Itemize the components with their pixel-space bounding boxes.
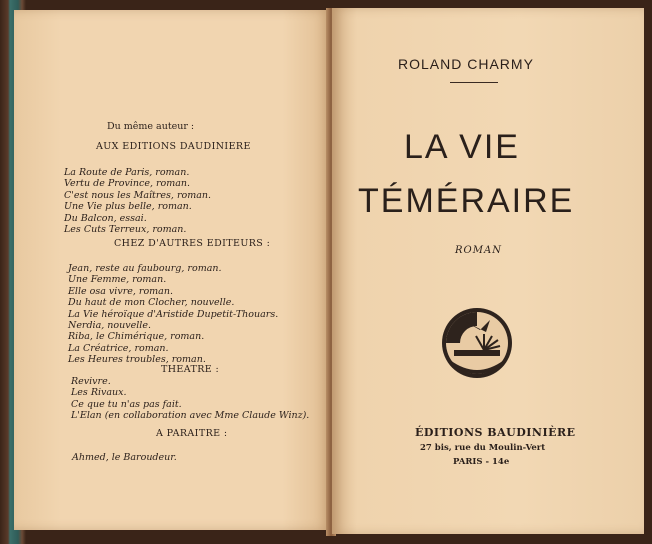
list-item: Riba, le Chimérique, roman. bbox=[68, 331, 205, 343]
list-item: Elle osa vivre, roman. bbox=[68, 285, 173, 297]
book-list-daudiniere bbox=[64, 167, 211, 235]
list-item: Une Femme, roman. bbox=[68, 274, 167, 286]
list-item: La Créatrice, roman. bbox=[68, 342, 169, 354]
publisher-address: 27 bis, rue du Moulin-Vert bbox=[420, 443, 546, 453]
section-heading-autres-editeurs: CHEZ D'AUTRES EDITEURS : bbox=[114, 238, 271, 249]
list-item: Les Heures troubles, roman. bbox=[68, 354, 206, 366]
list-item: Du haut de mon Clocher, nouvelle. bbox=[68, 297, 235, 309]
publisher-city: PARIS - 14e bbox=[453, 457, 510, 467]
list-item: L'Elan (en collaboration avec Mme Claude Winz). bbox=[71, 410, 310, 422]
du-meme-auteur: Du même auteur : bbox=[107, 121, 195, 132]
book-title-line2: TÉMÉRAIRE bbox=[358, 182, 575, 220]
author-name: ROLAND CHARMY bbox=[398, 56, 534, 72]
author-rule bbox=[450, 82, 498, 83]
list-item: La Route de Paris, roman. bbox=[64, 167, 190, 178]
list-item: La Vie héroïque d'Aristide Dupetit-Thouars. bbox=[68, 308, 279, 320]
list-item: Revivre. bbox=[71, 376, 111, 387]
section-heading-theatre: THEATRE : bbox=[161, 364, 220, 375]
list-item: Ahmed, le Baroudeur. bbox=[72, 452, 177, 463]
list-item: C'est nous les Maîtres, roman. bbox=[64, 189, 212, 201]
list-item: Ce que tu n'as pas fait. bbox=[71, 398, 182, 410]
right-page bbox=[332, 8, 644, 534]
genre-label: ROMAN bbox=[455, 245, 502, 256]
book-list-autres bbox=[68, 263, 278, 366]
book-list-theatre bbox=[71, 376, 309, 422]
list-item: Vertu de Province, roman. bbox=[64, 178, 191, 190]
book-title-line1: LA VIE bbox=[404, 128, 520, 166]
section-heading-a-paraitre: A PARAITRE : bbox=[156, 428, 228, 439]
publisher-name: ÉDITIONS BAUDINIÈRE bbox=[415, 426, 576, 439]
list-item: Une Vie plus belle, roman. bbox=[64, 201, 192, 213]
list-item: Les Cuts Terreux, roman. bbox=[64, 223, 187, 235]
publisher-emblem-icon bbox=[440, 306, 514, 380]
left-page bbox=[14, 10, 330, 530]
list-item: Jean, reste au faubourg, roman. bbox=[68, 263, 222, 274]
list-item: Les Rivaux. bbox=[71, 387, 127, 399]
list-item: Du Balcon, essai. bbox=[64, 212, 147, 224]
section-heading-daudiniere: AUX EDITIONS DAUDINIERE bbox=[96, 141, 251, 152]
list-item: Nerdia, nouvelle. bbox=[68, 319, 151, 331]
